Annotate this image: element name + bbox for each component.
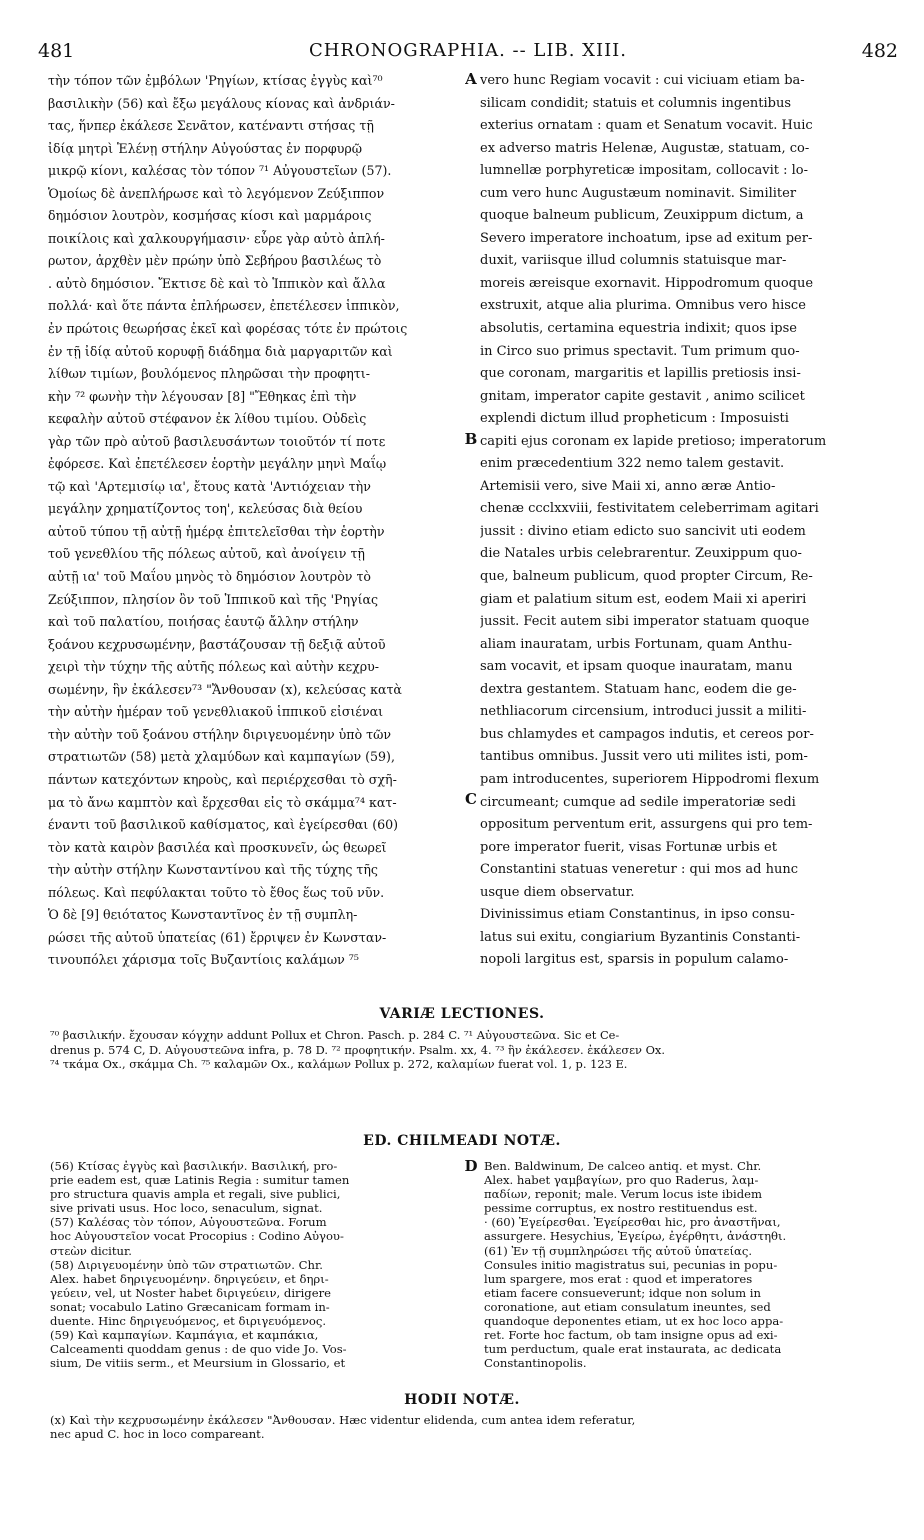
greek-text-line: τὴν αὐτὴν τοῦ ξοάνου στήλην διριγευομένην ὑπὸ τῶν <box>48 726 392 742</box>
variae-lectiones-line: ⁷⁰ βασιλικήν. ἔχουσαν κόγχην addunt Pollux et Chron. Pasch. p. 284 C. ⁷¹ Αὐγουστεῶνα. Sic et Ce- <box>50 1028 620 1042</box>
latin-text-line: duxit, variisque illud columnis statuisque mar- <box>480 253 787 269</box>
note-line: duente. Hinc δηριγευόμενος, et διριγευόμενος. <box>50 1314 327 1329</box>
greek-text-line: τὴν τόπον τῶν ἐμβόλων 'Ρηγίων, κτίσας ἐγγὺς καὶ⁷⁰ <box>48 73 383 88</box>
greek-text-line: ποικίλοις καὶ χαλκουργήμασιν· εὗρε γὰρ αὐτὸ ἀπλή- <box>48 230 385 246</box>
latin-text-line: sam vocavit, et ipsam quoque inauratam, manu <box>480 659 793 675</box>
greek-text-line: . αὐτὸ δημόσιον. Ἔκτισε δὲ καὶ τὸ Ἱππικὸν καὶ ἄλλα <box>48 275 386 291</box>
note-line: Alex. habet δηριγευομένην. δηριγεύειν, et δηρι- <box>50 1271 329 1286</box>
latin-text-line: circumeant; cumque ad sedile imperatoriæ sedi <box>480 794 796 810</box>
variae-lectiones-title: VARIÆ LECTIONES. <box>379 1006 545 1022</box>
latin-text-line: pore imperator fuerit, visas Fortunæ urbis et <box>480 839 777 855</box>
latin-text-line: que, balneum publicum, quod propter Circum, Re- <box>480 569 813 585</box>
chilmeadi-notes-left <box>50 1159 457 1370</box>
latin-text-line: Artemisii vero, sive Maii xi, anno æræ Antio- <box>480 478 776 494</box>
latin-text-line: exstruxit, atque alia plurima. Omnibus vero hisce <box>480 298 806 314</box>
note-line: prie eadem est, quæ Latinis Regia : sumitur tamen <box>50 1173 350 1188</box>
greek-text-line: έναντι τοῦ βασιλικοῦ καθίσματος, καὶ ἐγείρεσθαι (60) <box>48 817 399 833</box>
latin-text-line: lumnellæ porphyreticæ impositam, collocavit : lo- <box>480 163 808 179</box>
latin-text-line: pam introducentes, superiorem Hippodromi flexum <box>480 771 820 787</box>
greek-text-line: δημόσιον λουτρὸν, κοσμήσας κίοσι καὶ μαρμάροις <box>48 208 372 224</box>
greek-text-line: γὰρ τῶν πρὸ αὐτοῦ βασιλευσάντων τοιοῦτόν τί ποτε <box>48 433 386 449</box>
margin-letter-a: A <box>465 70 477 88</box>
latin-text-line: usque diem observatur. <box>480 884 635 900</box>
greek-text-line: αὐτῇ ια' τοῦ Μαΐου μηνὸς τὸ δημόσιον λουτρὸν τὸ <box>48 569 371 585</box>
latin-text-line: Constantini statuas veneretur : qui mos ad hunc <box>480 862 799 878</box>
greek-text-line: Ὁμοίως δὲ ἀνεπλήρωσε καὶ τὸ λεγόμενον Ζεύξιππον <box>48 185 385 201</box>
note-line: tum perductum, quale erat instaurata, ac dedicata <box>484 1342 782 1357</box>
margin-letter-d: D <box>464 1157 478 1175</box>
note-line: nec apud C. hoc in loco compareant. <box>50 1427 265 1442</box>
greek-text-line: μεγάλην χρηματίζοντος τοη', κελεύσας διὰ θείου <box>48 501 363 517</box>
latin-text-line: in Circo suo primus spectavit. Tum primum quo- <box>480 343 800 359</box>
greek-text-line: τὸν κατὰ καιρὸν βασιλέα καὶ προσκυνεῖν, ὡς θεωρεῖ <box>48 839 387 855</box>
margin-letter-c: C <box>465 790 477 808</box>
latin-text-line: die Natales urbis celebrarentur. Zeuxippum quo- <box>480 546 802 562</box>
note-line: sonat; vocabulo Latino Græcanicam formam in- <box>50 1299 330 1314</box>
note-line: Alex. habet γαμβαγίων, pro quo Raderus, λαμ- <box>484 1173 759 1188</box>
page-number-left: 481 <box>38 40 75 62</box>
variae-lectiones <box>50 1028 900 1072</box>
latin-text-line: nethliacorum circensium, introduci jussit a militi- <box>480 704 807 720</box>
latin-text-line: Divinissimus etiam Constantinus, in ipso consu- <box>480 907 795 923</box>
greek-text-line: ξοάνου κεχρυσωμένην, βαστάζουσαν τῇ δεξιᾷ αὐτοῦ <box>48 636 386 652</box>
variae-lectiones-line: ⁷⁴ τκάμα Ox., σκάμμα Ch. ⁷⁵ καλαμῶν Ox., καλάμων Pollux p. 272, καλαμίων fuerat vol. 1, p. 123 E. <box>50 1057 628 1071</box>
note-line: Constantinopolis. <box>484 1356 587 1371</box>
note-line: coronatione, aut etiam consulatum ineuntes, sed <box>484 1299 771 1314</box>
greek-text-line: τοῦ γενεθλίου τῆς πόλεως αὐτοῦ, καὶ ἀνοίγειν τῇ <box>48 546 365 562</box>
greek-text-line: Ὁ δὲ [9] θειότατος Κωνσταντῖνος ἐν τῇ συμπλη- <box>48 907 358 923</box>
latin-text-line: ex adverso matris Helenæ, Augustæ, statuam, co- <box>480 140 810 156</box>
latin-text-line: vero hunc Regiam vocavit : cui viciuam etiam ba- <box>480 73 805 88</box>
note-line: Consules initio magistratus sui, pecunias in popu- <box>484 1257 778 1272</box>
greek-text-line: μικρῷ κίονι, καλέσας τὸν τόπον ⁷¹ Αὐγουστεῖων (57). <box>48 163 392 179</box>
chilmeadi-notae-title: ED. CHILMEADI NOTÆ. <box>363 1133 561 1149</box>
running-title: CHRONOGRAPHIA. -- LIB. XIII. <box>308 40 628 61</box>
greek-text-line: τας, ἥνπερ ἐκάλεσε Σενᾶτον, κατέναντι στήσας τῇ <box>48 118 374 134</box>
hodii-notae-title: HODII NOTÆ. <box>404 1392 520 1408</box>
latin-text-line: silicam condidit; statuis et columnis ingentibus <box>480 95 792 111</box>
note-line: (59) Καὶ καμπαγίων. Καμπάγια, et καμπάκια, <box>50 1328 319 1343</box>
latin-text-line: explendi dictum illud propheticum : Imposuisti <box>480 411 789 427</box>
greek-text-line: τινουπόλει χάρισμα τοῖς Βυζαντίοις καλάμων ⁷⁵ <box>48 952 359 968</box>
margin-letter-b: B <box>464 430 478 448</box>
latin-text-line: que coronam, margaritis et lapillis pretiosis insi- <box>480 366 801 382</box>
greek-text-line: τῷ καὶ 'Αρτεμισίῳ ια', ἔτους κατὰ 'Αντιόχειαν τὴν <box>48 478 371 494</box>
hodii-notes <box>50 1413 900 1441</box>
greek-text-line: στρατιωτῶν (58) μετὰ χλαμύδων καὶ καμπαγίων (59), <box>48 749 395 765</box>
note-line: · (60) Ἐγείρεσθαι. Ἐγείρεσθαι hic, pro ἀναστῆναι, <box>484 1215 781 1230</box>
note-line: παδίων, reponit; male. Verum locus iste ibidem <box>484 1187 763 1202</box>
latin-text-line: dextra gestantem. Statuam hanc, eodem die ge- <box>480 681 797 697</box>
latin-text-line: gnitam, imperator capite gestavit , animo scilicet <box>480 388 805 404</box>
note-line: στεὼν dicitur. <box>50 1243 132 1258</box>
latin-text-column <box>480 70 896 972</box>
latin-text-line: bus chlamydes et campagos indutis, et cereos por- <box>480 726 814 742</box>
latin-text-line: exterius ornatam : quam et Senatum vocavit. Huic <box>480 118 813 134</box>
greek-text-line: Ζεύξιππον, πλησίον ὂν τοῦ Ἱππικοῦ καὶ τῆς 'Ρηγίας <box>48 591 379 607</box>
latin-text-line: chenæ ccclxxviii, festivitatem celeberrimam agitari <box>480 501 819 517</box>
note-line: (56) Κτίσας ἐγγὺς καὶ βασιλικήν. Βασιλική, pro- <box>50 1159 338 1173</box>
latin-text-line: nopoli largitus est, sparsis in populum calamo- <box>480 952 789 968</box>
greek-text-line: κεφαλὴν αὐτοῦ στέφανον ἐκ λίθου τιμίου. Οὐδεὶς <box>48 411 367 427</box>
latin-text-line: enim præcedentium 322 nemo talem gestavit. <box>480 456 785 472</box>
latin-text-line: capiti ejus coronam ex lapide pretioso; imperatorum <box>480 433 827 449</box>
greek-text-line: πολλά· καὶ ὅτε πάντα ἐπλήρωσεν, ἐπετέλεσεν ἱππικὸν, <box>48 298 400 314</box>
variae-lectiones-line: drenus p. 574 C, D. Αὐγουστεῶνα infra, p. 78 D. ⁷² προφητικήν. Psalm. xx, 4. ⁷³ ἣν ἐκάλεσεν. ἐκάλεσεν Ox. <box>50 1042 665 1057</box>
greek-text-line: τὴν αὐτὴν στήλην Κωνσταντίνου καὶ τῆς τύχης τῆς <box>48 862 378 878</box>
latin-text-line: oppositum perventum erit, assurgens qui pro tem- <box>480 817 813 833</box>
greek-text-line: αὐτοῦ τύπου τῇ αὐτῇ ἡμέρᾳ ἐπιτελεῖσθαι τὴν ἑορτὴν <box>48 523 385 539</box>
latin-text-line: cum vero hunc Augustæum nominavit. Similiter <box>480 185 797 201</box>
note-line: (61) Ἐν τῇ συμπληρώσει τῆς αὐτοῦ ὑπατείας. <box>484 1243 752 1258</box>
latin-text-line: aliam inauratam, urbis Fortunam, quam Anthu- <box>480 636 793 652</box>
latin-text-line: jussit : divino etiam edicto suo sancivit uti eodem <box>480 523 806 539</box>
note-line: etiam facere consueverunt; idque non solum in <box>484 1285 761 1300</box>
chilmeadi-notes-right <box>484 1159 898 1370</box>
note-line: sium, De vitiis serm., et Meursium in Glossario, et <box>50 1356 346 1371</box>
greek-text-line: ἰδίᾳ μητρὶ Ἑλένῃ στήλην Αὐγούστας ἐν πορφυρῷ <box>48 140 363 156</box>
greek-text-line: τὴν αὐτὴν ἡμέραν τοῦ γενεθλιακοῦ ἱππικοῦ εἰσιέναι <box>48 704 384 720</box>
note-line: pro structura quavis ampla et regali, sive publici, <box>50 1187 341 1202</box>
latin-text-line: latus sui exitu, congiarium Byzantinis Constanti- <box>480 929 801 945</box>
greek-text-line: σωμένην, ἣν ἐκάλεσεν⁷³ "Ἄνθουσαν (x), κελεύσας κατὰ <box>48 681 402 697</box>
greek-text-line: βασιλικὴν (56) καὶ ἔξω μεγάλους κίονας καὶ ἀνδριάν- <box>48 95 395 111</box>
page-header <box>30 40 906 66</box>
greek-text-line: χειρὶ τὴν τύχην τῆς αὐτῆς πόλεως καὶ αὐτὴν κεχρυ- <box>48 659 380 675</box>
page-number-right: 482 <box>861 40 898 62</box>
note-line: ret. Forte hoc factum, ob tam insigne opus ad exi- <box>484 1328 778 1343</box>
greek-text-line: πάντων κατεχόντων κηροὺς, καὶ περιέρχεσθαι τὸ σχῆ- <box>48 771 397 787</box>
note-line: hoc Αὐγουστεῖον vocat Procopius : Codino Αὐγου- <box>50 1229 344 1244</box>
greek-text-line: πόλεως. Καὶ πεφύλακται τοῦτο τὸ ἔθος ἕως τοῦ νῦν. <box>48 884 385 900</box>
note-line: (58) Διριγευομένην ὑπὸ τῶν στρατιωτῶν. Chr. <box>50 1257 323 1272</box>
note-line: sive privati usus. Hoc loco, senaculum, signat. <box>50 1201 323 1216</box>
greek-text-line: καὶ τοῦ παλατίου, ποιήσας ἑαυτῷ ἄλλην στήλην <box>48 614 359 630</box>
note-line: lum spargere, mos erat : quod et imperatores <box>484 1271 753 1286</box>
greek-text-line: ἐφόρεσε. Καὶ ἐπετέλεσεν ἑορτὴν μεγάλην μηνὶ Μαΐῳ <box>48 456 387 472</box>
greek-text-line: ἐν τῇ ἰδίᾳ αὐτοῦ κορυφῇ διάδημα διὰ μαργαριτῶν καὶ <box>48 343 393 359</box>
latin-text-line: absolutis, certamina equestria indixit; quos ipse <box>480 321 797 337</box>
latin-text-line: tantibus omnibus. Jussit vero uti milites isti, pom- <box>480 749 808 765</box>
greek-text-line: κὴν ⁷² φωνὴν τὴν λέγουσαν [8] "Ἔθηκας ἐπὶ τὴν <box>48 388 357 404</box>
latin-text-line: quoque balneum publicum, Zeuxippum dictum, a <box>480 208 804 224</box>
greek-text-line: ρώσει τῆς αὐτοῦ ὑπατείας (61) ἔρριψεν ἐν Κωνσταν- <box>48 929 387 945</box>
latin-text-line: Severo imperatore inchoatum, ipse ad exitum per- <box>480 230 813 246</box>
greek-text-line: λίθων τιμίων, βουλόμενος πληρῶσαι τὴν προφητι- <box>48 366 370 382</box>
latin-text-line: giam et palatium situm est, eodem Maii xi aperiri <box>480 591 807 607</box>
note-line: quandoque deponentes etiam, ut ex hoc loco appa- <box>484 1314 784 1329</box>
note-line: Ben. Baldwinum, De calceo antiq. et myst. Chr. <box>484 1159 762 1173</box>
latin-text-line: jussit. Fecit autem sibi imperator statuam quoque <box>480 614 810 630</box>
note-line: assurgere. Hesychius, Ἐγείρω, ἐγέρθητι, ἀνάστηθι. <box>484 1229 787 1244</box>
greek-text-line: ρωτον, ἀρχθὲν μὲν πρώην ὑπὸ Σεβήρου βασιλέως τὸ <box>48 253 382 269</box>
note-line: Calceamenti quoddam genus : de quo vide Jo. Vos- <box>50 1342 347 1357</box>
note-line: (57) Καλέσας τὸν τόπον, Αὐγουστεῶνα. Forum <box>50 1215 327 1230</box>
note-line: (x) Καὶ τὴν κεχρυσωμένην ἐκάλεσεν "Ἀνθουσαν. Hæc videntur elidenda, cum antea idem referatur, <box>50 1413 636 1427</box>
note-line: pessime corruptus, ex nostro restituendus est. <box>484 1201 758 1216</box>
greek-text-line: μα τὸ ἄνω καμπτὸν καὶ ἔρχεσθαι εἰς τὸ σκάμμα⁷⁴ κατ- <box>48 794 397 810</box>
greek-text-line: ἐν πρώτοις θεωρήσας ἐκεῖ καὶ φορέσας τότε ἐν πρώτοις <box>48 321 408 337</box>
note-line: γεύειν, vel, ut Noster habet διριγεύειν, dirigere <box>50 1285 331 1300</box>
greek-text-column <box>48 70 461 972</box>
latin-text-line: moreis æreisque exornavit. Hippodromum quoque <box>480 275 814 291</box>
